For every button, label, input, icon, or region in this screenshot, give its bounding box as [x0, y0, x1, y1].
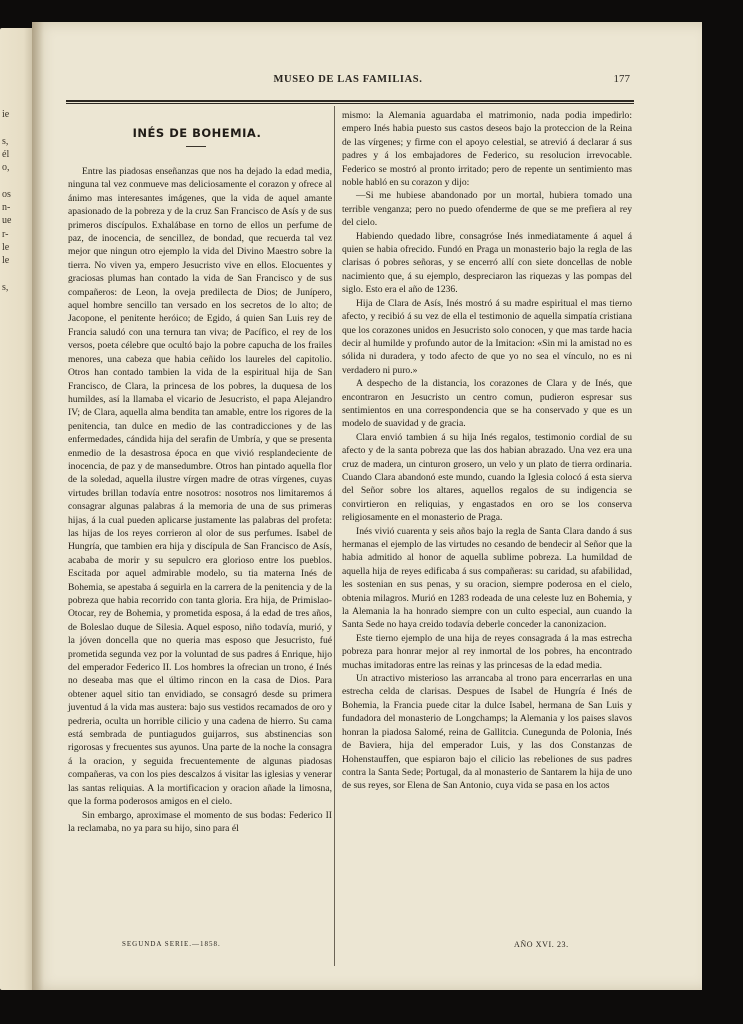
running-title: MUSEO DE LAS FAMILIAS.: [273, 74, 423, 85]
footer-volume: AÑO XVI. 23.: [514, 940, 569, 949]
page-gutter-shadow: [32, 22, 44, 990]
paragraph: —Si me hubiese abandonado por un mortal, hubiera tomado una terrible venganza; pero no puedo ofenderme de que se me prefiera al rey del cielo.: [342, 190, 632, 229]
previous-page-edge: [0, 28, 34, 990]
paragraph: Un atractivo misterioso las arrancaba al trono para encerrarlas en una estrecha celda de clarisas. Despues de Isabel de Hungría é Inés de Bohemia, la Francia puede citar la dulce Isabel, hermana de San Luis y fundadora del monasterio de Longchamps; la Alemania y los paises slavos honran la piadosa Salomé, reina de Gallitcia. Cunegunda de Polonia, Inés de Baviera, hija del emperador Luis, y las dos Constanzas de Hohenstauffen, que espiaron bajo el cilicio las rebeliones de sus padres contra la Santa Sede; Portugal, da al monasterio de Santarem la hija de uno de sus reyes, sor Elena de San Antonio, cuya vida se pasa en los actos: [342, 673, 632, 792]
page: [32, 22, 702, 990]
article-title: INÉS DE BOHEMIA.: [132, 126, 262, 140]
paragraph: Clara envió tambien á su hija Inés regalos, testimonio cordial de su afecto y de la santa pobreza que las dos habian abrazado. Una vez era una cruz de madera, un cinturon grosero, un velo y un plato de tierra ordinaria. Cuando Clara abandonó este mundo, cuando la Iglesia colocó á esta sierva del Señor sobre los altares, aquellos regalos de su indigencia se convirtieron en reliquias, y engastados en oro se los conserva religiosamente en el monasterio de Praga.: [342, 431, 632, 524]
paragraph: mismo: la Alemania aguardaba el matrimonio, nada podia impedirlo: empero Inés habia puesto sus castos deseos bajo la proteccion de la Reina de las vírgenes; y firme con el apoyo celestial, se atrevió á declarar á sus padres y á los embajadores de Federico, su resolucion irrevocable. Federico se mostró al pronto irritado; pero de repente un sentimiento mas noble habló en su corazon y dijo:: [342, 110, 632, 189]
header-rule: [66, 100, 634, 104]
paragraph: A despecho de la distancia, los corazones de Clara y de Inés, que encontraron en Jesucristo un centro comun, pudieron espresar sus sentimientos en una correspondencia que se ha conservado y que es un modelo de suavidad y de gracia.: [342, 378, 632, 430]
footer-series: SEGUNDA SERIE.—1858.: [122, 940, 221, 948]
paragraph: Habiendo quedado libre, consagróse Inés inmediatamente á aquel á quien se habia ofrecido. Fundó en Praga un monasterio bajo la regla de las clarisas ó pobres señoras, y se encerró allí con siete doncellas de noble nacimiento que, á su ejemplo, despreciaron las riquezas y las pompas del siglo. Esto era el año de 1236.: [342, 230, 632, 296]
right-column: [342, 109, 632, 793]
page-number: 177: [613, 73, 630, 85]
paragraph: Hija de Clara de Asís, Inés mostró á su madre espiritual el mas tierno afecto, y recibió á su vez de ella el testimonio de aquella simpatía cristiana que los corazones unidos en Jesucristo solo conocen, y que mas tarde hacia decir al humilde y profundo autor de la Imitacion: «Sin mi la amistad no es sólida ni duradera, y todo afecto de que yo no sea el vínculo, no es ni verdadero ni puro.»: [342, 297, 632, 376]
title-dash: [186, 146, 206, 147]
paragraph: Este tierno ejemplo de una hija de reyes consagrada á la mas estrecha pobreza para honrar mejor al rey inmortal de los pobres, ha encontrado muchas imitadoras entre las reinas y las princesas de la edad media.: [342, 632, 632, 671]
paragraph: Inés vivió cuarenta y seis años bajo la regla de Santa Clara dando á sus hermanas el ejemplo de las virtudes no cesando de bendecir al Señor que la habia admitido al honor de aquella sublime pobreza. La humildad de aquella hija de reyes edificaba á sus compañeras: su caridad, su afabilidad, les sostenian en sus penas, y su oracion, siempre poderosa en el cielo, obtenia milagros. Murió en 1283 rodeada de una celeste luz en Bohemia, y la Alemania la ha honrado siempre con un culto especial, aun cuando la Santa Sede no haya creido todavía deberle conceder la canonizacion.: [342, 525, 632, 631]
previous-page-text-fragments: ie s, él o, os n- ue r- le le s,: [2, 109, 12, 293]
paragraph: Entre las piadosas enseñanzas que nos ha dejado la edad media, ninguna tal vez conmueve mas deliciosamente el corazon y ofrece al ánimo mas interesantes imágenes, que la vida de aquel amante apasionado de la pobreza y de la cruz San Francisco de Asís y de sus primeros discípulos. Exhalábase en torno de ellos un perfume de paz, de inocencia, de sencillez, de bondad, que recuerda tal vez mejor que ningun otro ejemplo la vida del Divino Maestro sobre la tierra. No viven ya, empero Jesucristo vive en ellos. Elocuentes y graciosas plumas han contado la vida de San Francisco y de sus compañeros: de Leon, la oveja predilecta de Dios; de Junípero, aquel hombre sencillo tan versado en los secretos de lo alto; de Jacopone, el penitente heróico; de Egido, á quien San Luis rey de Francia saludó con una ternura tan viva; de Pacífico, el rey de los versos, poeta célebre que ocultó bajo la pobre capucha de los frailes menores, una cabeza que habia ceñido los laureles del capitolio. Otros han contado tambien la vida de la espiritual hija de San Francisco, de Clara, la princesa de los pobres, la duquesa de los humildes, así la llamaba el vicario de Jesucristo, el papa Alejandro IV; de Clara, aquella alma bendita tan amable, entre los rigores de la penitencia, tan dulce en medio de las contradicciones y de las enfermedades, cándida hija del serafin de Umbría, y que se presenta enmedio de la desastrosa época en que vivió resplandeciente de inocencia, de paz y de mansedumbre. Otros han pintado aquella flor de la soledad, aquella ilustre vírgen madre de otras vírgenes, cuyas virtudes brillan todavía entre nosotros: nosotros nos limitaremos á consagrar algunas palabras á la memoria de una de sus primeras hijas, á la cual pueden aplicarse justamente las palabras del profeta: las hijas de los reyes corrieron al olor de sus perfumes. Isabel de Hungría, que tambien era hija y discípula de San Francisco de Asís, acababa de morir y su sepulcro era glorioso entre los pueblos. Escitada por aquel admirable modelo, su tia materna Inés de Bohemia, se apestaba á seguirla en la carrera de la penitencia y de la pobreza que habia recorrido con tanta gloria. Era hija, de Primislao-Otocar, rey de Bohemia, y prometida esposa, á la edad de tres años, de Boleslao duque de Silesia. Aquel esposo, niño todavía, murió, y la jóven doncella que no queria mas esposo que Jesucristo, fué prometida segunda vez por la voluntad de sus padres á Enrique, hijo del emperador Federico II. Los hombres la ofrecian un trono, é Inés no deseaba mas que el último rincon en la casa de Dios. Para obtener aquel sitio tan envidiado, se consagró desde su primera juventud á la vida mas austera: bajo sus vestidos recamados de oro y pedreria, oculta un horrible cilicio y una cadena de hierro. Su cama está sembrada de puntiagudos guijarros, sus abstinencias son rigorosas y frecuentes sus ayunos. Una parte de la noche la consagra á la oracion, y seguida frecuentemente de algunas piadosas compañeras, va con los pies descalzos á visitar las iglesias y venerar las santas reliquias. A la mortificacion y oracion añade la limosna, que la forma poderosos amigos en el cielo.: [68, 166, 332, 808]
column-divider: [334, 106, 335, 966]
left-column: [68, 165, 332, 835]
page-header: [66, 74, 630, 90]
paragraph: Sin embargo, aproximase el momento de sus bodas: Federico II la reclamaba, no ya para su hijo, sino para él: [68, 809, 332, 834]
